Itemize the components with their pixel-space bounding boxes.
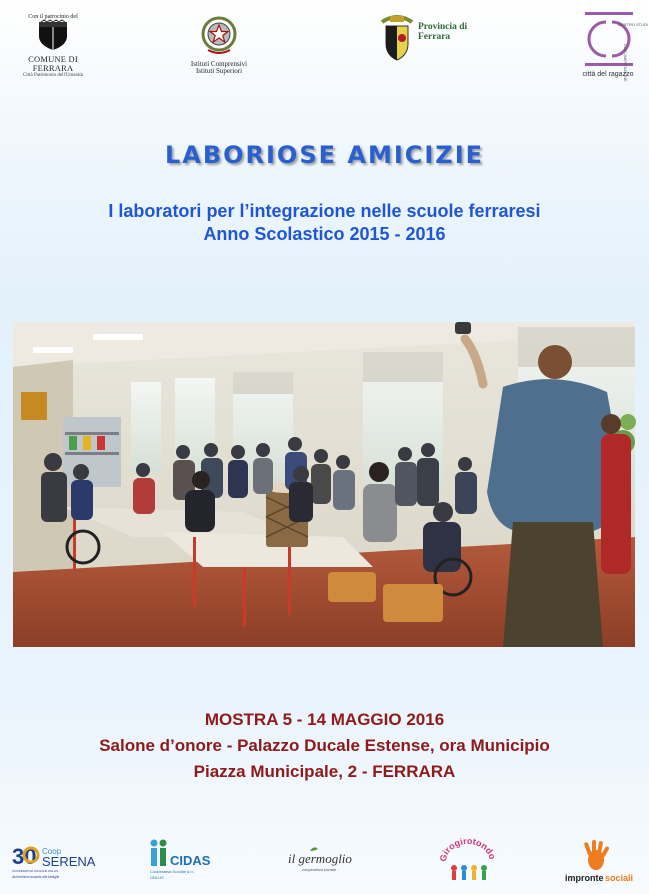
impronte-part2: sociali — [605, 873, 634, 883]
cidas-logo — [148, 838, 214, 882]
provincia-line2: Ferrara — [418, 31, 451, 42]
provincia-line1: Provincia di — [418, 22, 468, 32]
girogirotondo-icon — [440, 838, 496, 884]
comune-name: COMUNE DI FERRARA — [28, 54, 78, 74]
germoglio-name: il germoglio — [288, 851, 352, 866]
ferrara-crest-icon — [33, 20, 73, 50]
istituti-logo — [183, 14, 255, 80]
cidas-sub2: ONLUS — [150, 875, 164, 880]
coop-serena-icon — [12, 842, 98, 880]
germoglio-icon — [288, 845, 368, 875]
girogirotondo-name: irogirotond — [440, 838, 495, 857]
classroom-photo — [13, 322, 635, 647]
cdr-badge2: DOCUMENTAZIONE — [623, 44, 628, 82]
event-address: Piazza Municipale, 2 - FERRARA — [193, 762, 456, 781]
comune-patrocinio-text: Con il patrocinio del — [28, 14, 78, 20]
cidas-icon — [148, 838, 214, 882]
serena-line1: Coop — [42, 847, 62, 856]
coop-serena-logo — [12, 842, 98, 880]
event-venue: Salone d’onore - Palazzo Ducale Estense, ora Municipio — [99, 736, 550, 755]
provincia-ferrara-logo — [380, 14, 476, 66]
provincia-name — [418, 23, 467, 43]
serena-tag1: COOPERATIVA SOCIALE ONLUS — [12, 869, 59, 873]
serena-tag2: da trent'anni accanto alle famiglie — [12, 875, 60, 879]
subtitle-line1: I laboratori per l’integrazione nelle scuole ferraresi — [108, 201, 541, 221]
cdr-badge1: CENTRO STUDI — [618, 22, 648, 27]
impronte-part1: impronte — [565, 873, 604, 883]
girogirotondo-logo — [440, 838, 496, 884]
serena-number: 30 — [12, 844, 37, 869]
istituti-line2: Istituti Superiori — [195, 67, 243, 76]
citta-del-ragazzo-logo — [578, 12, 648, 82]
svg-text:Girogirotondo — [440, 838, 496, 862]
italian-emblem-icon — [200, 14, 238, 56]
subtitle-line2: Anno Scolastico 2015 - 2016 — [203, 224, 446, 244]
germoglio-sub: cooperativa sociale — [302, 867, 337, 872]
istituti-line1: Istituti Comprensivi — [190, 60, 248, 68]
cidas-sub1: Cooperativa Sociale a r.l. — [150, 869, 195, 874]
page-title: LABORIOSE AMICIZIE — [164, 141, 485, 169]
impronte-sociali-icon — [555, 838, 637, 884]
impronte-sociali-logo — [555, 838, 637, 884]
event-dates: MOSTRA 5 - 14 MAGGIO 2016 — [204, 710, 445, 729]
provincia-crest-icon — [380, 14, 414, 64]
classroom-photo-image — [13, 322, 635, 647]
comune-ferrara-logo — [12, 14, 94, 79]
comune-sub: Città Patrimonio dell'Umanità — [22, 73, 84, 79]
cdr-caption: città del ragazzo — [582, 71, 634, 78]
cidas-name: CIDAS — [170, 853, 211, 868]
il-germoglio-logo — [288, 845, 368, 875]
serena-line2: SERENA — [42, 854, 96, 869]
